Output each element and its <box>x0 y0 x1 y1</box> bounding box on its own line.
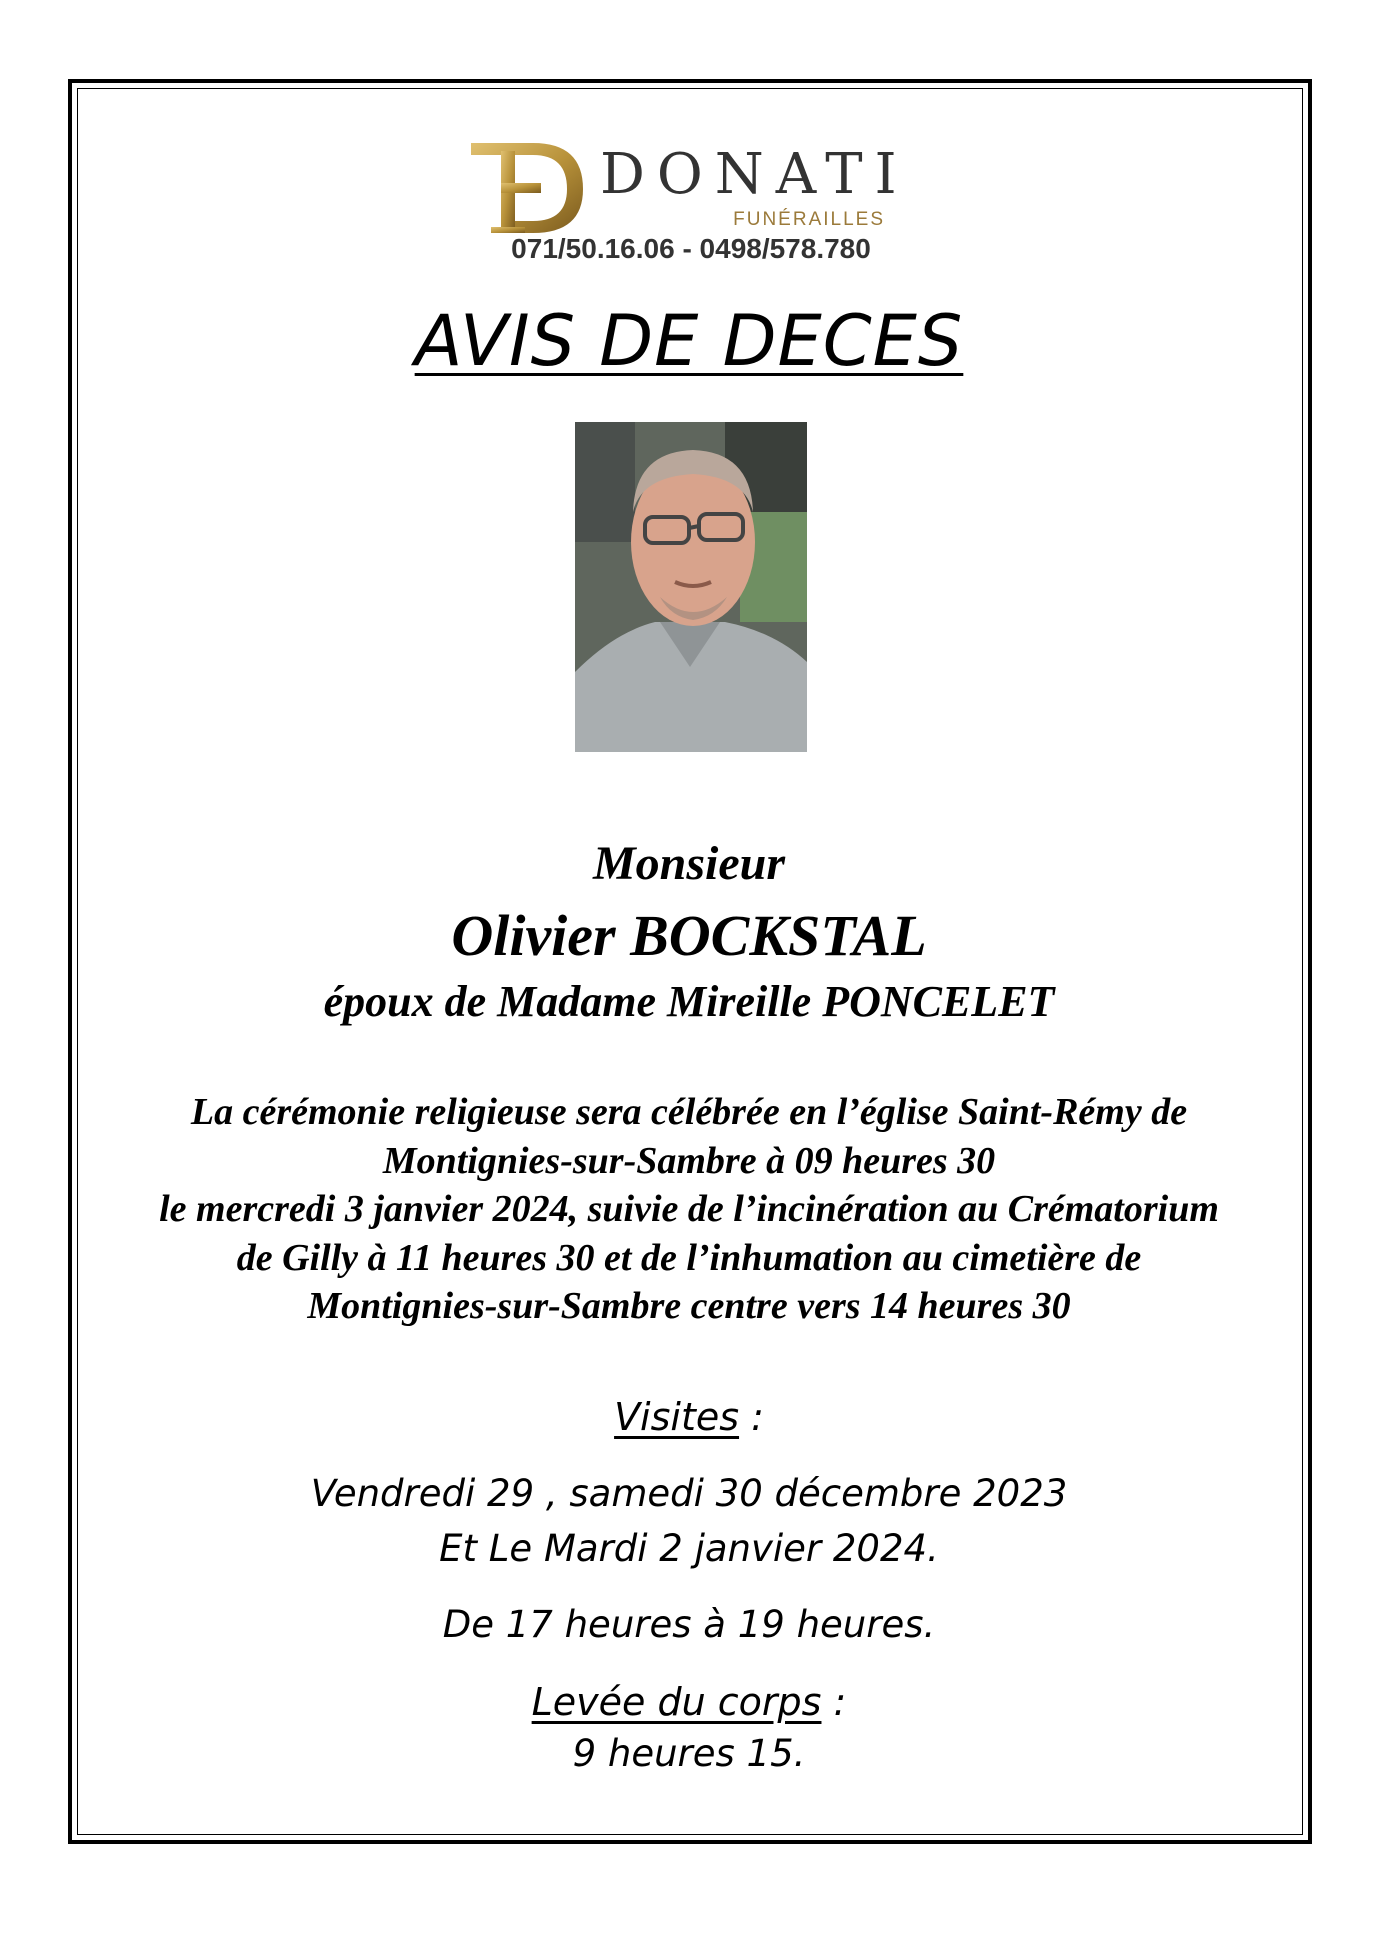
phone-numbers: 071/50.16.06 - 0498/578.780 <box>511 233 871 264</box>
visit-days-line1: Vendredi 29 , samedi 30 décembre 2023 <box>310 1472 1068 1515</box>
visit-hours: De 17 heures à 19 heures. <box>442 1603 936 1646</box>
levee-heading-text: Levée du corps <box>531 1680 822 1724</box>
visit-days-line2: Et Le Mardi 2 janvier 2024. <box>439 1527 939 1570</box>
funeral-home-logo <box>463 129 909 269</box>
visits-heading <box>0 1395 1378 1439</box>
notice-title-text: AVIS DE DECES <box>414 300 964 382</box>
spouse-line: époux de Madame Mireille PONCELET <box>323 977 1055 1026</box>
deceased-name: Olivier BOCKSTAL <box>451 903 927 968</box>
levee-heading <box>0 1680 1378 1724</box>
portrait-image <box>575 422 807 752</box>
ceremony-line: Montignies-sur-Sambre à 09 heures 30 <box>382 1139 996 1182</box>
ceremony-line: le mercredi 3 janvier 2024, suivie de l’incinération au Crématorium <box>159 1188 1219 1230</box>
notice-title <box>0 300 1378 382</box>
levee-heading-colon: : <box>821 1680 847 1724</box>
honorific: Monsieur <box>592 837 786 890</box>
ceremony-details <box>90 1088 1288 1331</box>
ceremony-line: de Gilly à 11 heures 30 et de l’inhumation au cimetière de <box>236 1236 1142 1279</box>
logo-name: DONATI <box>600 142 909 207</box>
visits-heading-colon: : <box>739 1395 764 1439</box>
visits-heading-text: Visites <box>614 1395 740 1439</box>
ceremony-line: La cérémonie religieuse sera célébrée en l’église Saint-Rémy de <box>190 1091 1188 1133</box>
logo-subtitle: FUNÉRAILLES <box>733 209 885 230</box>
levee-time: 9 heures 15. <box>572 1732 806 1775</box>
portrait-photo <box>575 422 807 752</box>
donati-monogram-icon <box>463 129 603 239</box>
ceremony-line: Montignies-sur-Sambre centre vers 14 heures 30 <box>307 1285 1071 1327</box>
